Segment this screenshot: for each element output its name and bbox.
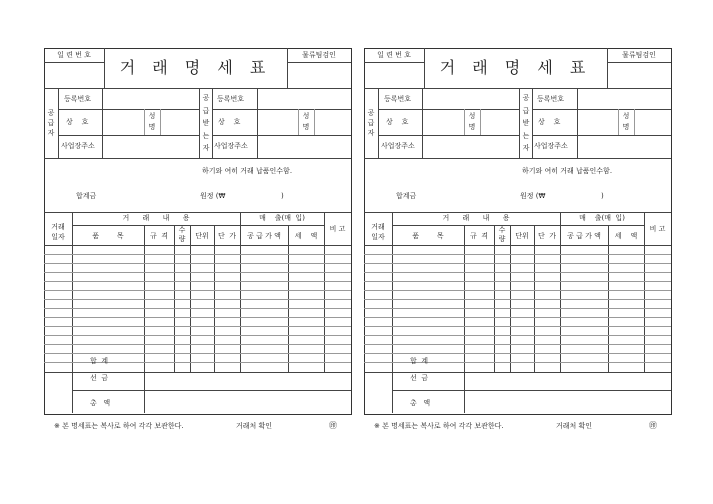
serial-label: 일 련 번 호	[57, 51, 91, 59]
col-spec: 규 격	[470, 232, 488, 240]
receiver-reg-no: 등록번호	[217, 95, 245, 103]
col-content: 거 래 내 용	[442, 214, 510, 222]
supplier-reg-no: 등록번호	[384, 95, 412, 103]
approval-label: 물류팀검인	[622, 51, 656, 59]
seal-mark: ㊞	[649, 421, 657, 430]
col-content: 거 래 내 용	[122, 214, 190, 222]
serial-label: 일 련 번 호	[377, 51, 411, 59]
form-title: 거 래 명 세 표	[119, 58, 272, 77]
total-label: 합계금	[396, 192, 417, 200]
supplier-reg-no: 등록번호	[64, 95, 92, 103]
approval-label: 물류팀검인	[302, 51, 336, 59]
receiver-reg-no: 등록번호	[537, 95, 565, 103]
supplier-address: 사업장주소	[61, 142, 95, 150]
statement-text: 하기와 여히 거래 납품인수함.	[202, 167, 293, 175]
statement-text: 하기와 여히 거래 납품인수함.	[522, 167, 613, 175]
col-supply: 공 급 가 액	[567, 232, 601, 240]
col-sales: 매 출(매 입)	[579, 214, 625, 222]
receiver-address: 사업장주소	[534, 142, 568, 150]
grand-total-label: 총 액	[90, 399, 111, 407]
col-tax: 세 액	[294, 232, 318, 240]
col-item: 품 목	[92, 232, 124, 240]
col-price: 단 가	[538, 232, 556, 240]
amount-label: 원정 (₩ )	[200, 192, 284, 200]
col-item: 품 목	[412, 232, 444, 240]
col-spec: 규 격	[150, 232, 168, 240]
grand-total-label: 총 액	[410, 399, 431, 407]
receiver-company: 상 호	[218, 118, 241, 126]
supplier-name-label: 성 명	[148, 112, 156, 131]
supplier-label: 공 급 자	[367, 109, 375, 137]
sum-label: 합 계	[410, 357, 428, 365]
supplier-name-label: 성 명	[468, 112, 476, 131]
confirm-label: 거래처 확인	[236, 422, 273, 430]
sum-label: 합 계	[90, 357, 108, 365]
advance-label: 선 금	[410, 374, 428, 382]
total-label: 합계금	[76, 192, 97, 200]
supplier-company: 상 호	[66, 118, 89, 126]
supplier-address: 사업장주소	[381, 142, 415, 150]
col-qty: 수 량	[178, 226, 186, 243]
col-unit: 단위	[515, 232, 529, 240]
col-qty: 수 량	[498, 226, 506, 243]
supplier-company: 상 호	[386, 118, 409, 126]
form-title: 거 래 명 세 표	[439, 58, 592, 77]
receiver-company: 상 호	[538, 118, 561, 126]
receiver-name-label: 성 명	[302, 112, 310, 131]
col-date: 거래 일자	[51, 223, 65, 241]
footer-note: ※ 본 명세표는 복사로 하여 각각 보관한다.	[54, 422, 184, 430]
col-supply: 공 급 가 액	[247, 232, 281, 240]
seal-mark: ㊞	[329, 421, 337, 430]
col-sales: 매 출(매 입)	[259, 214, 305, 222]
col-note: 비 고	[649, 225, 666, 233]
confirm-label: 거래처 확인	[556, 422, 593, 430]
statement-form-left	[44, 48, 352, 432]
receiver-address: 사업장주소	[214, 142, 248, 150]
col-tax: 세 액	[614, 232, 638, 240]
footer-note: ※ 본 명세표는 복사로 하여 각각 보관한다.	[374, 422, 504, 430]
supplier-label: 공 급 자	[47, 109, 55, 137]
receiver-name-label: 성 명	[622, 112, 630, 131]
col-price: 단 가	[218, 232, 236, 240]
receiver-label: 공 급 받 는 자	[202, 94, 210, 152]
col-unit: 단위	[195, 232, 209, 240]
statement-form-right	[364, 48, 672, 432]
col-date: 거래 일자	[371, 223, 385, 241]
advance-label: 선 금	[90, 374, 108, 382]
amount-label: 원정 (₩ )	[520, 192, 604, 200]
receiver-label: 공 급 받 는 자	[522, 94, 530, 152]
col-note: 비 고	[329, 225, 346, 233]
